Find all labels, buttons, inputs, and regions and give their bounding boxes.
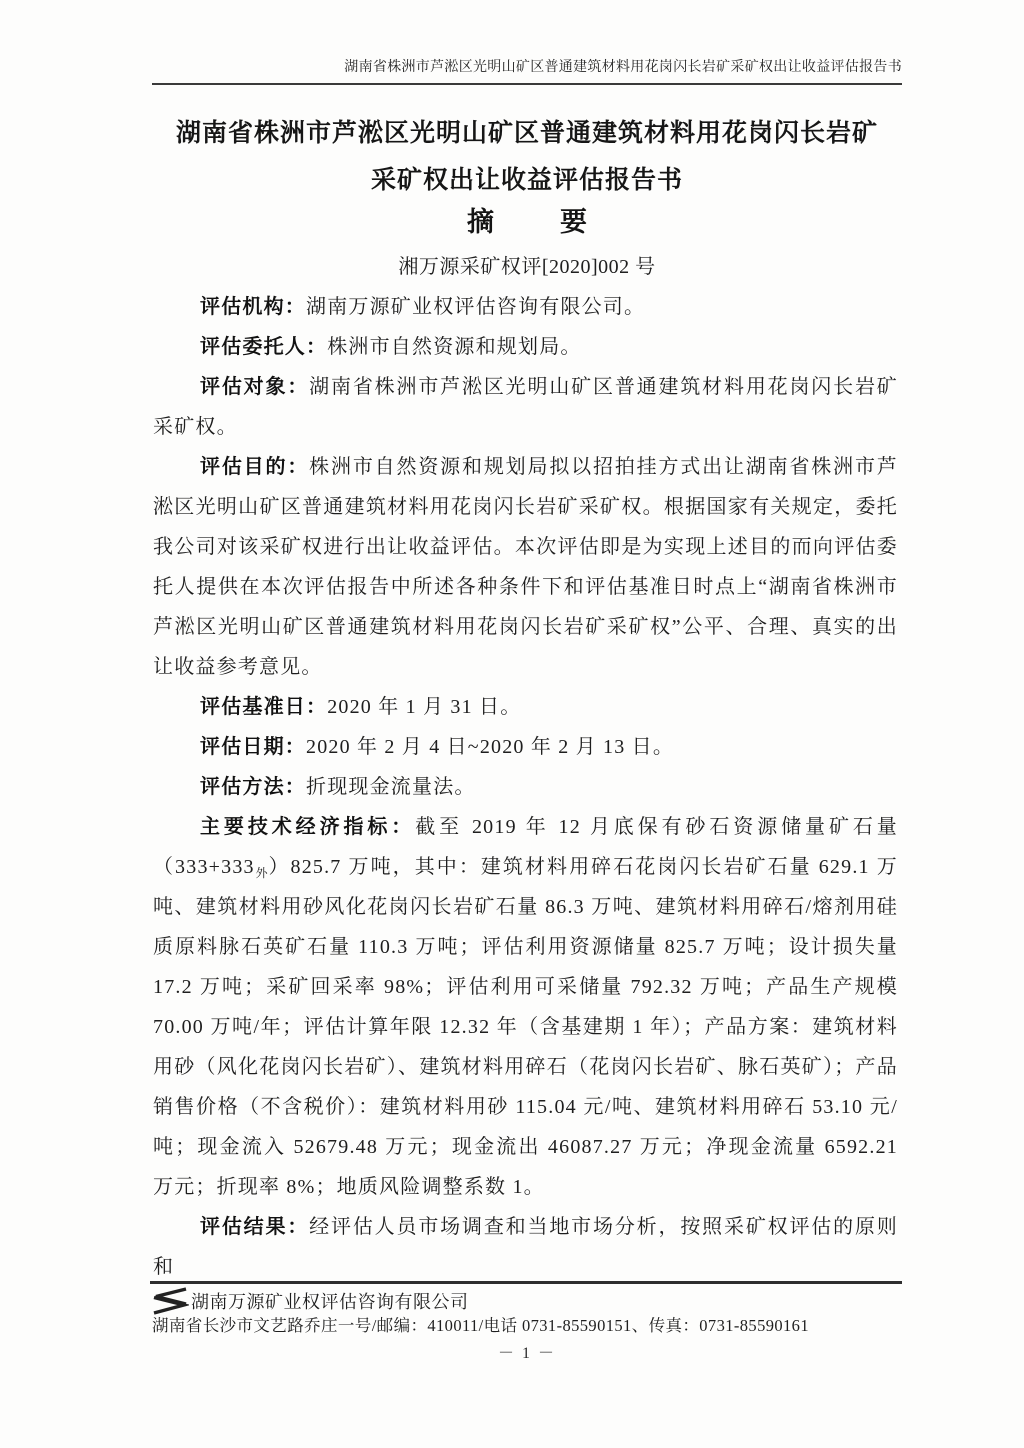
document-title-line1: 湖南省株洲市芦淞区光明山矿区普通建筑材料用花岗闪长岩矿 (175, 120, 878, 147)
paragraph-eval-result (153, 1207, 898, 1287)
field-label-eval-method: 评估方法： (200, 776, 306, 798)
header-rule (152, 83, 902, 85)
field-value-eval-result: 经评估人员市场调查和当地市场分析，按照采矿权评估的原则和 (153, 1216, 899, 1278)
document-number: 湘万源采矿权评[2020]002 号 (398, 256, 656, 278)
paragraph-eval-date (153, 727, 898, 767)
field-label-eval-result: 评估结果： (200, 1216, 310, 1238)
field-value-eval-purpose: 株洲市自然资源和规划局拟以招拍挂方式出让湖南省株洲市芦淞区光明山矿区普通建筑材料用花岗闪长岩矿采矿权。根据国家有关规定，委托我公司对该采矿权进行出让收益评估。本次评估即是为实现上述目的而向评估委托人提供在本次评估报告中所述各种条件下和评估基准日时点上“湖南省株洲市芦淞区光明山矿区普通建筑材料用花岗闪长岩矿采矿权”公平、合理、真实的出让收益参考意见。 (153, 456, 899, 678)
running-header (152, 58, 902, 93)
footer-company-name: 湖南万源矿业权评估咨询有限公司 (191, 1292, 469, 1312)
abstract-heading-char-left: 摘 (467, 207, 494, 237)
resource-category-subscript: 外 (254, 866, 269, 880)
footer-company-line (151, 1287, 469, 1315)
field-value-eval-client: 株洲市自然资源和规划局。 (327, 336, 582, 358)
paragraph-key-indicators (153, 807, 898, 1207)
field-value-eval-agency: 湖南万源矿业权评估咨询有限公司。 (306, 296, 646, 318)
paragraph-eval-purpose (153, 447, 898, 687)
field-label-eval-date: 评估日期： (200, 736, 306, 758)
field-label-eval-object: 评估对象： (200, 376, 310, 398)
footer-address: 湖南省长沙市文艺路乔庄一号/邮编：410011/电话 0731-85590151、传真：0731-85590161 (152, 1316, 809, 1335)
paragraph-eval-object (153, 367, 898, 447)
field-value-eval-method: 折现现金流量法。 (306, 776, 476, 798)
field-value-key-indicators-b: ）825.7 万吨，其中：建筑材料用碎石花岗闪长岩矿石量 629.1 万吨、建筑材料用砂风化花岗闪长岩矿石量 86.3 万吨、建筑材料用碎石/熔剂用硅质原料脉石英矿石量 110.3 万吨；评估利用资源储量 825.7 万吨；设计损失量 17.2 万吨；采矿回采率 98%；评估利用可采储量 792.32 万吨；产品生产规模 70.00 万吨/年；评估计算年限 12.32 年（含基建期 1 年）；产品方案：建筑材料用砂（风化花岗闪长岩矿）、建筑材料用碎石（花岗闪长岩矿、脉石英矿）；产品销售价格（不含税价）：建筑材料用砂 115.04 元/吨、建筑材料用碎石 53.10 元/吨；现金流入 52679.48 万元；现金流出 46087.27 万元；净现金流量 6592.21 万元；折现率 8%；地质风险调整系数 1。 (153, 856, 898, 1198)
page-number: － 1 － (497, 1345, 556, 1362)
field-value-key-indicators-a: 截至 2019 年 12 月底保有砂石资源储量矿石量（333+333 (153, 816, 898, 878)
abstract-heading (152, 200, 902, 239)
company-logo-icon (151, 1287, 189, 1315)
document-title (152, 110, 902, 204)
field-label-eval-base-date: 评估基准日： (200, 696, 328, 718)
field-label-eval-purpose: 评估目的： (200, 456, 310, 478)
document-body (153, 287, 898, 1287)
field-label-key-indicators: 主要技术经济指标： (200, 816, 416, 838)
field-label-eval-agency: 评估机构： (200, 296, 306, 318)
paragraph-eval-base-date (153, 687, 898, 727)
field-value-eval-object: 湖南省株洲市芦淞区光明山矿区普通建筑材料用花岗闪长岩矿采矿权。 (153, 376, 899, 438)
footer-rule (150, 1281, 902, 1284)
running-header-text: 湖南省株洲市芦淞区光明山矿区普通建筑材料用花岗闪长岩矿采矿权出让收益评估报告书 (344, 60, 902, 75)
paragraph-eval-method (153, 767, 898, 807)
abstract-heading-char-right: 要 (560, 207, 587, 237)
field-label-eval-client: 评估委托人： (200, 336, 328, 358)
field-value-eval-base-date: 2020 年 1 月 31 日。 (327, 696, 522, 718)
field-value-eval-date: 2020 年 2 月 4 日~2020 年 2 月 13 日。 (306, 736, 675, 758)
document-title-line2: 采矿权出让收益评估报告书 (370, 167, 683, 194)
paragraph-eval-agency (153, 287, 898, 327)
paragraph-eval-client (153, 327, 898, 367)
